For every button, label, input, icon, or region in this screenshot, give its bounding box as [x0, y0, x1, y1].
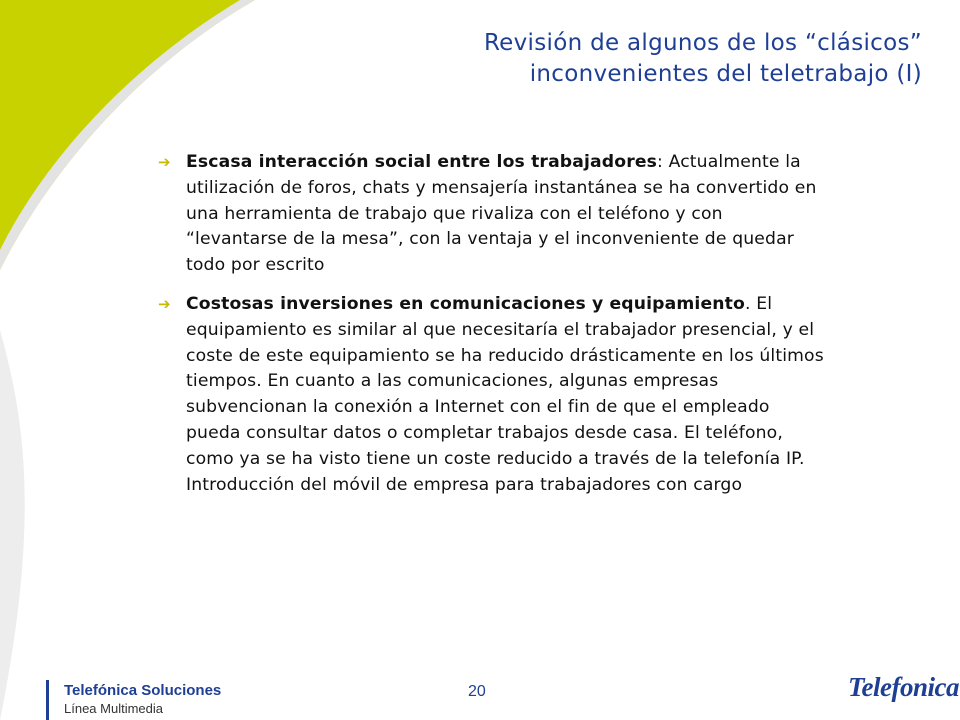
- footer-company-name: Telefónica Soluciones: [64, 682, 222, 699]
- footer-division-name: Línea Multimedia: [64, 701, 163, 716]
- footer-divider: [46, 680, 49, 720]
- slide-title: [302, 28, 922, 90]
- telefonica-logo: Telefonica: [848, 672, 959, 702]
- bullet-item-social-interaction: [158, 150, 828, 279]
- slide-title-line-1: Revisión de algunos de los “clásicos”: [483, 30, 922, 56]
- bullet-item-investment: [158, 292, 828, 498]
- arrow-right-icon: ➔: [158, 294, 171, 313]
- bullet-lead-text: Costosas inversiones en comunicaciones y equipamiento: [186, 293, 745, 314]
- grey-bottom-curve: [0, 330, 25, 720]
- bullet-body-text: . El equipamiento es similar al que necesitaría el trabajador presencial, y el coste de este equipamiento se ha reducido drásticamente en los últimos tiempos. En cuanto a las comunicaciones, algunas empresas subvencionan la conexión a Internet con el fin de que el empleado pueda consultar datos o completar trabajos desde casa. El teléfono, como ya se ha visto tiene un coste reducido a través de la telefonía IP. Introducción del móvil de empresa para trabajadores con cargo: [186, 293, 824, 495]
- arrow-right-icon: ➔: [158, 153, 171, 171]
- bullet-body-text: : Actualmente la utilización de foros, chats y mensajería instantánea se ha convertido en una herramienta de trabajo que rivaliza con el teléfono y con “levantarse de la mesa”, con la ventaja y el inconveniente de quedar todo por escrito: [186, 152, 817, 276]
- slide-title-line-2: inconvenientes del teletrabajo (I): [529, 61, 922, 87]
- bullet-list: [158, 150, 828, 511]
- bullet-lead-text: Escasa interacción social entre los trabajadores: [186, 152, 658, 172]
- page-number: 20: [468, 683, 486, 700]
